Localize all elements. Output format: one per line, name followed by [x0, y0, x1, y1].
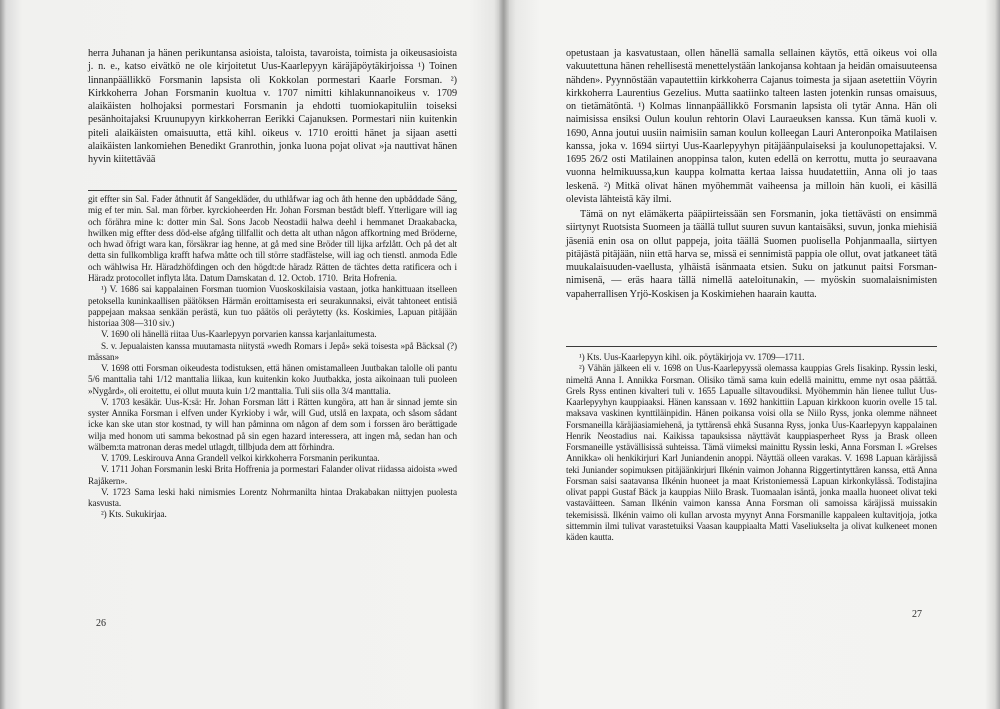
right-footnotes-block — [566, 352, 937, 543]
right-footnote-rule — [566, 346, 937, 347]
left-footnote-rule — [88, 190, 457, 191]
right-footnote-1: ¹) Kts. Uus-Kaarlepyyn kihl. oik. pöytäkirjoja vv. 1709—1711. — [579, 352, 805, 362]
quote-signature: Brita Hofrenia. — [342, 273, 397, 283]
left-footnote-para: V. 1690 oli hänellä riitaa Uus-Kaarlepyyn porvarien kanssa karjanlaitumesta. — [101, 329, 377, 340]
left-footnote-para: V. 1711 Johan Forsmanin leski Brita Hoffrenia ja pormestari Falander olivat riidassa aidoista »wed Rajåkern». — [88, 464, 457, 486]
right-main-text-block — [566, 47, 937, 301]
left-main-text-block — [88, 47, 457, 166]
right-main-paragraph-1: opetustaan ja kasvatustaan, ollen hänellä samalla sellainen käytös, että oikeus voi olla vakuutettuna hänen rehellisestä menettelystään lankojansa kohtaan ja heidän omaisuuteensa nähden». Pyynnöstään vapautettiin kirkkoherra Cajanus toimesta ja sijaan asetettiin Vöyrin kirkkoherra Laurentius Gezelius. Mutta saatiinko talteen lasten jotenkin runsas omaisuus, on tietämätöntä. ¹) Kolmas linnanpäällikkö Forsmanin lapsista oli tytär Anna. Hän oli naimisissa ensiksi Oulun koulun rehtorin Olavi Lauraeuksen kanssa. Kun tämä kuoli v. 1690, Anna joutui uusiin naimisiin saman koulun kolleegan Lauri Anteronpoika Matilaisen kanssa, joka v. 1694 siirtyi Uus-Kaarlepyyhyn pitäjäänpulaiseksi ja koulunopettajaksi. V. 1695 26/2 osti Matilainen anoppinsa talon, kuten edellä on kerrottu, mutta jo seuraavana vuonna helmikuussa,kun kauppa kolmatta kertaa laissa huudatettiin, Anna oli jo taas leskenä. ²) Mitkä olivat hänen myöhemmät vaiheensa ja milloin hän kuoli, ei käsillä olevista lähteistä käy ilmi. — [566, 48, 937, 205]
left-footnote-1: ¹) V. 1686 sai kappalainen Forsman tuomion Vuoskoskilaisia vastaan, jotka hankittuaan itselleen petoksella kuninkaallisen päätöksen Härmän eroittamisesta eri seurakunnaksi, eivät tahtoneet entisiä pappejaan maksaa senkään perästä, kun tuo päätös oli peräytetty (ks. Koskimies, Lapuan pitäjään historiaa 308—310 siv.) — [88, 284, 457, 328]
right-page — [506, 0, 1000, 709]
left-footnote-para: V. 1709. Leskirouva Anna Grandell velkoi kirkkoherra Forsmanin perikuntaa. — [101, 453, 380, 463]
quote-paragraph: git effter sin Sal. Fader åthnutit åf Sangekläder, du uthlåfwar iag och åth henne den upbåddade Säng, mig ef ter min. Sal. man förber. kyrckioheerden Hr. Johan Forsman bestådt bleff. Ytterligare will iag och förähra mine k: dotter min Sal. Sons Jacob Neostadii halwa deehl i hemmanet Draakabacka, hwilken mig effter dess död-else afgång tillfallit och detta alt uthan någon affkortning med Bröderne, och hwad öfrigt wara kan, försäkrar iag henne, at gå med sine Bröder till lijka arfzlått. Och på det alt detta sin fullkombliga krafft hafwa måtte och till större stadfästelse, will iag och tienstl. anmoda Edle och wählwisa Hr. Häradzhöfdingen och den högdt:de häradz Rätten de tächtes detta ratificera och i Häradz protocollet inflyta låta. Datum Damskatan d. 12. Octob. 1710. — [88, 194, 457, 283]
right-main-paragraph-2: Tämä on nyt elämäkerta pääpiirteissään sen Forsmanin, joka tiettävästi on ensimmä siirtynyt Ruotsista Suomeen ja täällä tullut suuren suvun kantaisäksi, suvun, jonka miehisiä jäseniä enin osa on ollut pappeja, joita täällä Suomen puolisella Pohjanmaalla, siirtyen pitäjästä pitäjään, niin että harva se, missä ei sennimistä pappia ole ollut, ovat jatkaneet tätä muukalaisuuden-vaellusta, ylhäistä isänmaata etsien. Suku on jatkunut paitsi Forsman-nimisenä, — eräs haara tällä nimellä aateloitunakin, — myöskin suomalaisnimisten vapaherrallisen Yrjö-Koskisen ja Koskimiehen haarain kautta. — [566, 209, 937, 300]
left-footnote-para: V. 1698 otti Forsman oikeudesta todistuksen, että hänen omistamalleen Juutbakan talolle oli pantu 5/6 manttalia tahi 1/12 manttalia liikaa, kun kuitenkin koko Juutbakka, josta aikoinaan tuli puoleen »Nygård», oli eroitettu, ei ollut muuta kuin 1/2 manttalia. Tuli siis olla 3/4 manttalia. — [88, 363, 457, 396]
page-number-right: 27 — [912, 609, 922, 620]
right-footnote-2: ²) Vähän jälkeen eli v. 1698 on Uus-Kaarlepyyssä olemassa kauppias Grels Iisakinp. Ryssin leski, nimeltä Anna I. Annikka Forsman. Olisiko tämä sama kuin edellä mainittu, emme nyt osaa päättää. Grels Ryss entinen kivalteri tuli v. 1655 Lapualle siltavoudiksi. Myöhemmin hän lienee tullut Uus-Kaarlepyyhyn kauppiaaksi. Hänen kanssaan v. 1692 hankittiin Lapuan kirkkoon kuorin ovelle 15 tal. maksava vaskinen kynttiläinpidin. Hänen poikansa voisi olla se Niilo Ryss, jonka olemme nähneet Forsmaneilla käräjäasiamiehenä, ja tyttärensä ehkä Susanna Ryss, jonka Uus-Kaarlepyyn kappalainen Henrik Neostadius nai. Kaikissa tapauksissa näyttävät kauppiasperheet Ryss ja Brask olleen Forsmaneille ystävällisissä suhteissa. Tämä viimeksi mainittu Ryssin leski, Anna Forsman I. »Grelses Annikka» oli henkikirjuri Karl Juniandenin anoppi. Näyttää olleen varakas. V. 1698 Lapuan käräjissä teki Juniander sopimuksen pitäjäänkirjuri Ilkénin vaimon Johanna Riggertintyttären kanssa, että Anna Forsman saisi saatavansa Ilkénin huoneet ja maat Kristoniemessä Lapuan kirkonkylässä. Todistajina olivat pappi Gustaf Bäck ja kauppias Niilo Brask. Tuomaalan isäntä, jonka maalla huoneet olivat teki vastaväitteen. Saman Ilkénin vaimon kanssa Anna Forsman oli samoissa käräjissä muissakin tekemisissä. Ilkénin vaimo oli kullan arvosta myynyt Anna Forsmanille kappaleen kultavitjoja, jotka sittemmin ilmi tulivat varastetuiksi Vaasan kauppiaalta Matti Vaseliukselta ja olivat kulkeneet monen käden kautta. — [566, 363, 937, 542]
left-footnote-para: V. 1723 Sama leski haki nimismies Lorentz Nohrmanilta hintaa Drakabakan niittyjen puolesta kasvusta. — [88, 486, 457, 508]
left-footnote-para: V. 1703 kesäkär. Uus-K:sä: Hr. Johan Forsman lätt i Rätten kungöra, att han är sinnad jemte sin syster Annika Forsman i elfven under Kyrkioby i wår, will Gud, utslå en laxpata, och såsom sådant icke kan ske utan stor kostnad, ty will han påminna om någon af dem som i forssen äro berättigade wilja med honom uti samma bekostnad på sin egen hazard interessera, att ingen må, sedan han och wälbem:ta matronan deras medel utlagdt, tillbjuda dem att förhindra. — [88, 396, 457, 452]
left-main-paragraph: herra Juhanan ja hänen perikuntansa asioista, taloista, tavaroista, toimista ja oikeusasioista j. n. e., katso eivätkö ne ole kirjoitetut Uus-Kaarlepyyn käräjäpöytäkirjoissa ¹) Toinen linnanpäällikkö Forsmanin lapsista oli Kokkolan pormestari Kaarle Forsman. ²) Kirkkoherra Johan Forsmanin kuoltua v. 1707 nimitti kihlakunnanoikeus v. 1709 alaikäisten holhojaksi pormestari Forsmanin ja ehdotti tuomiokapituliin toiseksi pesänhoitajaksi Kruunupyyn kirkkoherran Eerikki Cajanuksen. Pormestari niin kuitenkin piteli alaikäisten omaisuutta, että kihl. oikeus v. 1710 eroitti hänet ja sijaan asetti alaikäisten lankomiehen Benedikt Granrothin, jonka luona pojat olivat »ja nauttivat hänen hyvin kiitettävää — [88, 48, 457, 165]
left-footnote-para: S. v. Jepualaisten kanssa muutamasta niitystä »wedh Romars i Jepå» sekä toisesta »på Bäcksal (?) mässan» — [88, 340, 457, 362]
left-footnotes-block — [88, 194, 457, 521]
page-number-left: 26 — [96, 618, 106, 629]
left-footnote-2: ²) Kts. Sukukirjaa. — [101, 509, 167, 520]
